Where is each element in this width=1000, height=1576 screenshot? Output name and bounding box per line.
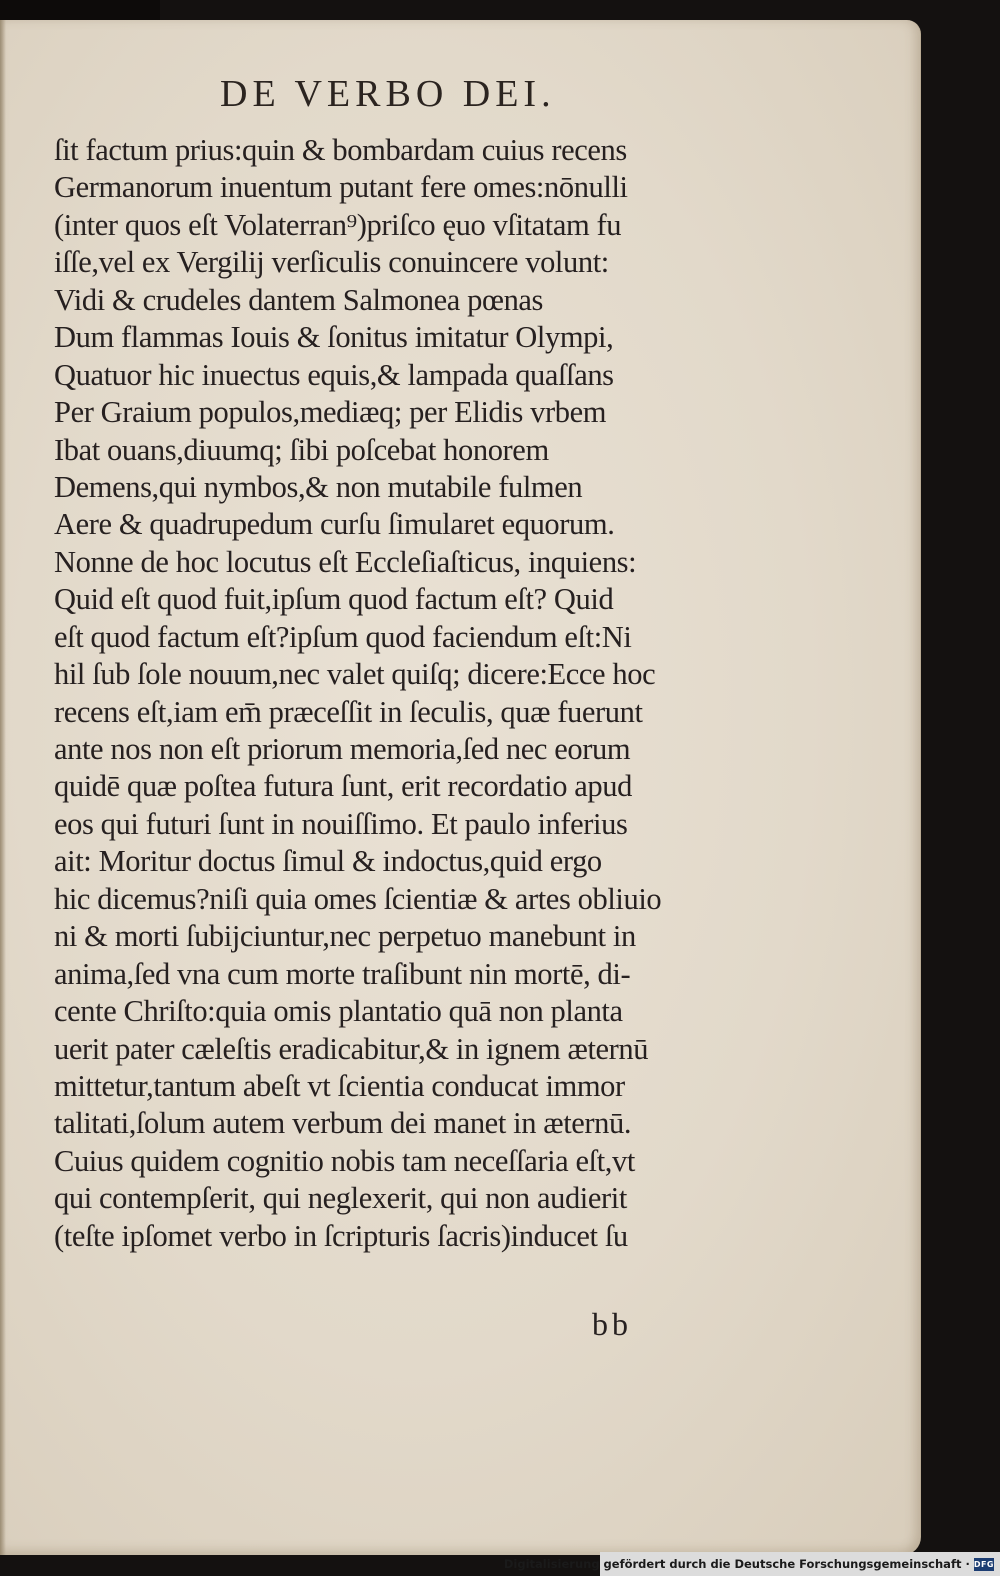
dfg-logo-icon: DFG: [973, 1559, 994, 1569]
text-line: anima,ſed vna cum morte traſibunt nin mortē, di-: [54, 956, 631, 991]
text-line: talitati,ſolum autem verbum dei manet in æternū.: [54, 1106, 632, 1141]
text-line: Nonne de hoc locutus eſt Eccleſiaſticus, inquiens:: [54, 544, 637, 579]
text-line: ſit factum prius:quin & bombardam cuius recens: [54, 133, 627, 167]
footer-credit: Digitalisierung gefördert durch die Deutsche Forschungsgemeinschaft ·: [503, 1557, 970, 1571]
text-line: Vidi & crudeles dantem Salmonea pœnas: [54, 282, 544, 317]
body-text: [54, 132, 784, 1255]
page-gutter-edge: [0, 20, 6, 1555]
text-line: eſt quod factum eſt?ipſum quod faciendum eſt:Ni: [54, 619, 632, 654]
text-line: (teſte ipſomet verbo in ſcripturis ſacris)inducet ſu: [54, 1218, 628, 1253]
text-line: Aere & quadrupedum curſu ſimularet equorum.: [54, 507, 615, 542]
text-line: Quid eſt quod fuit,ipſum quod factum eſt? Quid: [54, 582, 614, 617]
text-line: recens eſt,iam em̄ præceſſit in ſeculis, quæ fuerunt: [54, 694, 643, 729]
signature-mark: bb: [592, 1306, 632, 1342]
text-line: cente Chriſto:quia omis plantatio quā non planta: [54, 994, 623, 1029]
scan-shadow: [0, 0, 160, 22]
text-line: quidē quæ poſtea futura ſunt, erit recordatio apud: [54, 769, 632, 804]
text-line: uerit pater cæleſtis eradicabitur,& in ignem æternū: [54, 1031, 649, 1066]
text-line: Demens,qui nymbos,& non mutabile fulmen: [54, 469, 583, 504]
text-line: (inter quos eſt Volaterran⁹)priſco ęuo vſitatam fu: [54, 207, 622, 242]
text-line: ni & morti ſubijciuntur,nec perpetuo manebunt in: [54, 919, 636, 954]
text-line: Germanorum inuentum putant fere omes:nōnulli: [54, 170, 628, 205]
text-line: Dum flammas Iouis & ſonitus imitatur Olympi,: [54, 320, 614, 355]
text-line: mittetur,tantum abeſt vt ſcientia conducat immor: [54, 1068, 625, 1103]
text-line: hil ſub ſole nouum,nec valet quiſq; dicere:Ecce hoc: [54, 657, 656, 692]
text-line: eos qui futuri ſunt in nouiſſimo. Et paulo inferius: [54, 806, 628, 841]
text-line: hic dicemus?niſi quia omes ſcientiæ & artes obliuio: [54, 881, 662, 916]
text-line: Cuius quidem cognitio nobis tam neceſſaria eſt,vt: [54, 1143, 635, 1178]
digitization-footer: [503, 1552, 1000, 1576]
running-head: DE VERBO DEI.: [220, 73, 556, 115]
text-line: qui contempſerit, qui neglexerit, qui non audierit: [54, 1181, 627, 1216]
text-line: ante nos non eſt priorum memoria,ſed nec eorum: [54, 732, 631, 766]
text-line: iſſe,vel ex Vergilij verſiculis conuincere volunt:: [54, 245, 609, 280]
text-line: Ibat ouans,diuumq; ſibi poſcebat honorem: [54, 432, 549, 467]
text-line: Per Graium populos,mediæq; per Elidis vrbem: [54, 395, 607, 430]
text-line: Quatuor hic inuectus equis,& lampada quaſſans: [54, 357, 614, 392]
text-line: ait: Moritur doctus ſimul & indoctus,quid ergo: [54, 844, 602, 879]
